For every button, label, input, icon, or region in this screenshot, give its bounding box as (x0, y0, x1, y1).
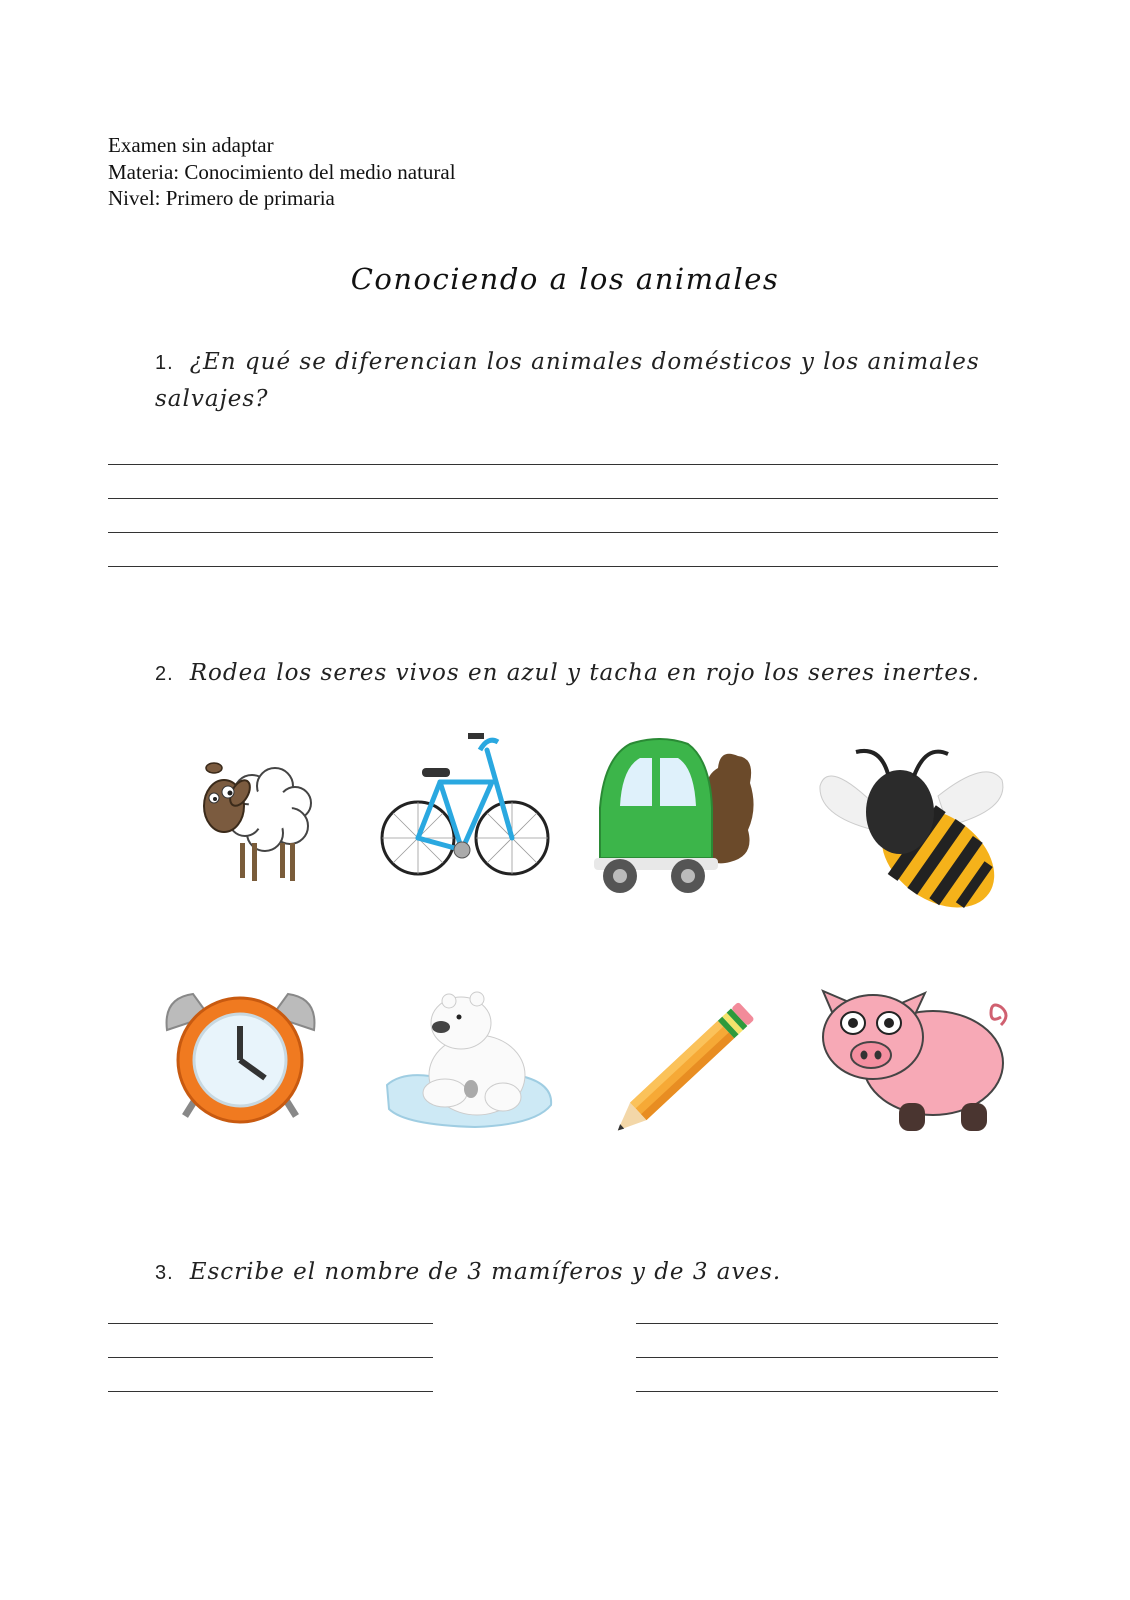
bee-icon[interactable] (818, 738, 1018, 913)
question-2 (155, 660, 1015, 686)
answer-line-3[interactable] (108, 532, 998, 533)
question-3-text: Escribe el nombre de 3 mamíferos y de 3 aves. (189, 1259, 782, 1285)
alarm-clock-icon[interactable] (163, 990, 318, 1125)
bicycle-icon[interactable] (380, 730, 550, 900)
question-1-text: ¿En qué se diferencian los animales domésticos y los animales salvajes? (155, 349, 980, 412)
question-1 (155, 344, 985, 417)
header-level: Nivel: Primero de primaria (108, 186, 335, 210)
sheep-icon[interactable] (190, 748, 320, 888)
bird-answer-line-2[interactable] (636, 1357, 998, 1358)
car-icon[interactable] (590, 738, 765, 908)
bird-answer-line-3[interactable] (636, 1391, 998, 1392)
mammal-answer-line-1[interactable] (108, 1323, 433, 1324)
question-3 (155, 1259, 1015, 1285)
answer-line-1[interactable] (108, 464, 998, 465)
polar-bear-icon[interactable] (385, 985, 555, 1135)
question-1-number: 1. (155, 352, 174, 374)
bird-answer-line-1[interactable] (636, 1323, 998, 1324)
mammal-answer-line-2[interactable] (108, 1357, 433, 1358)
page-title: Conociendo a los animales (350, 262, 780, 296)
pig-icon[interactable] (815, 985, 1015, 1135)
answer-line-2[interactable] (108, 498, 998, 499)
question-2-text: Rodea los seres vivos en azul y tacha en rojo los seres inertes. (189, 660, 981, 686)
header-subject: Materia: Conocimiento del medio natural (108, 159, 456, 184)
question-2-number: 2. (155, 663, 174, 685)
header-exam-type: Examen sin adaptar (108, 133, 274, 157)
question-3-number: 3. (155, 1262, 174, 1284)
exam-header (108, 132, 456, 212)
answer-line-4[interactable] (108, 566, 998, 567)
pencil-icon[interactable] (600, 985, 775, 1145)
mammal-answer-line-3[interactable] (108, 1391, 433, 1392)
